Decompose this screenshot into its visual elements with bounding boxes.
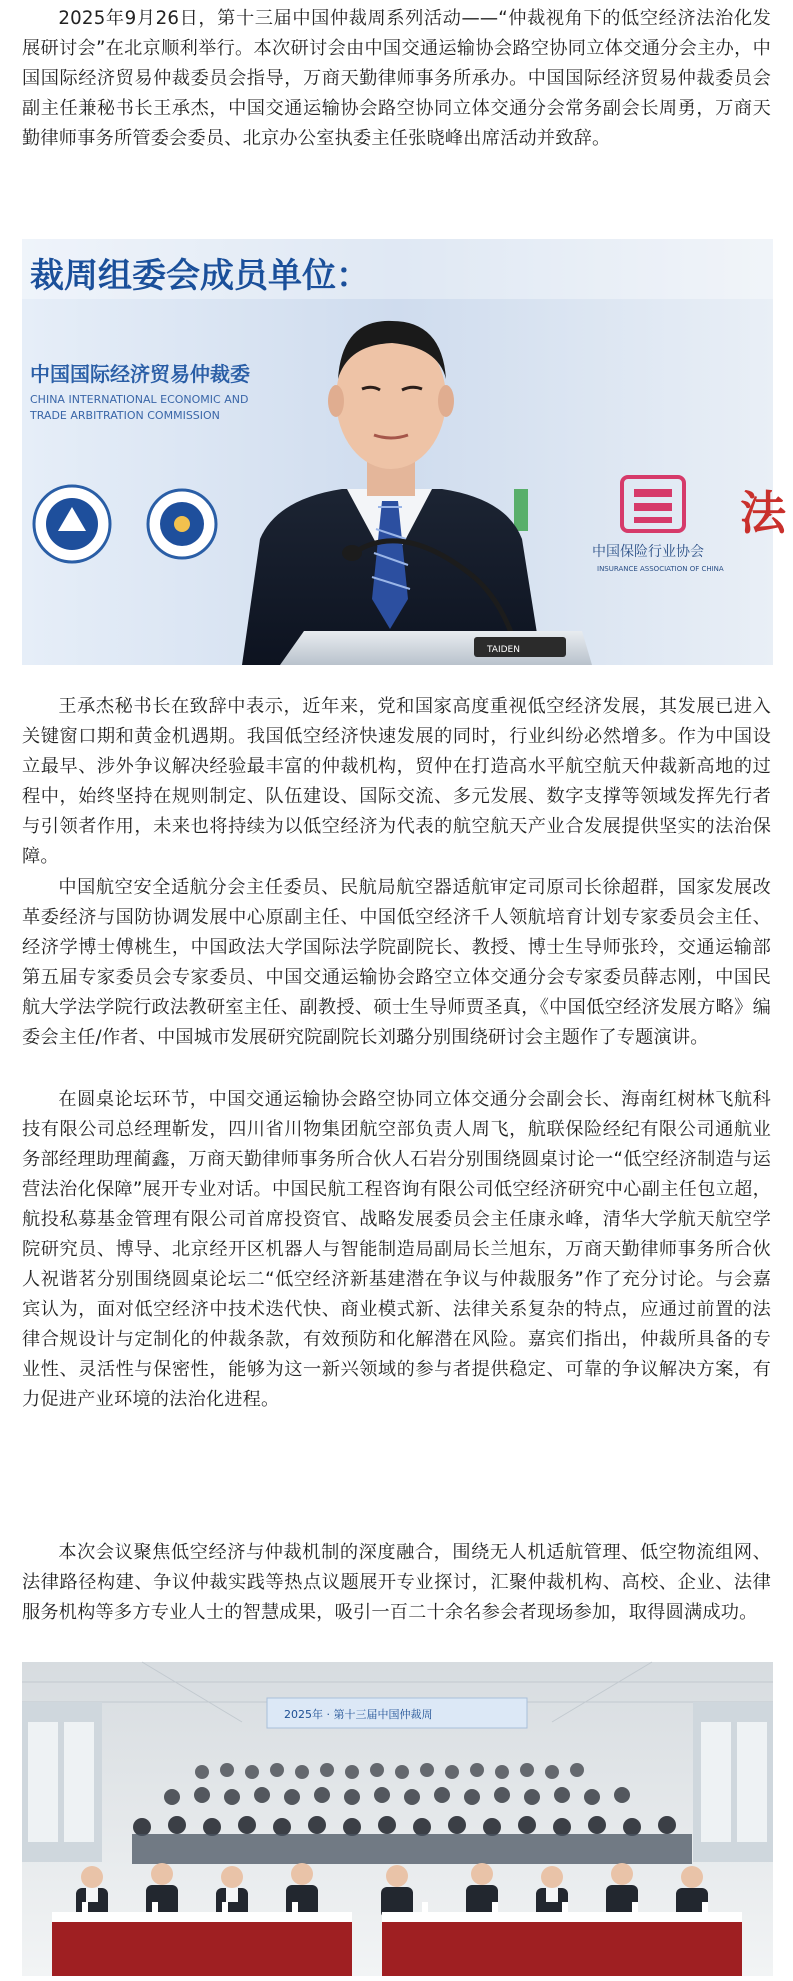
emblem-icon	[148, 490, 216, 558]
front-row	[76, 1863, 708, 1918]
edge-calligraphy: 法	[740, 486, 786, 540]
paragraph-conclusion: 本次会议聚焦低空经济与仲裁机制的深度融合，围绕无人机适航管理、低空物流组网、法律路径构建、争议仲裁实践等热点议题展开专业探讨，汇聚仲裁机构、高校、企业、法律服务机构等多方专业人士的智慧成果，吸引一百二十余名参会者现场参加，取得圆满成功。	[22, 1542, 771, 1623]
org-cietac-cn: 中国国际经济贸易仲裁委	[30, 362, 250, 386]
photo-group	[22, 1662, 773, 1976]
org-iac-cn: 中国保险行业协会	[592, 544, 704, 560]
emblem-icon	[34, 486, 110, 562]
org-cietac-en-2: TRADE ARBITRATION COMMISSION	[30, 409, 220, 422]
paragraph-intro: 2025年9月26日，第十三届中国仲裁周系列活动——“仲裁视角下的低空经济法治化发展研讨会”在北京顺利举行。本次研讨会由中国交通运输协会路空协同立体交通分会主办，中国国际经济贸易仲裁委员会指导，万商天勤律师事务所承办。中国国际经济贸易仲裁委员会副主任兼秘书长王承杰，中国交通运输协会路空协同立体交通分会常务副会长周勇，万商天勤律师事务所管委会委员、北京办公室执委主任张晓峰出席活动并致辞。	[22, 8, 771, 149]
banner-text: 2025年 · 第十三届中国仲裁周	[284, 1708, 433, 1721]
paragraph-roundtable: 在圆桌论坛环节，中国交通运输协会路空协同立体交通分会副会长、海南红树林飞航科技有限公司总经理靳发，四川省川物集团航空部负责人周飞，航联保险经纪有限公司通航业务部经理助理蔺鑫，万商天勤律师事务所合伙人石岩分别围绕圆桌讨论一“低空经济制造与运营法治化保障”展开专业对话。中国民航工程咨询有限公司低空经济研究中心副主任包立超，航投私募基金管理有限公司首席投资官、战略发展委员会主任康永峰，清华大学航天航空学院研究员、博导、北京经开区机器人与智能制造局副局长兰旭东，万商天勤律师事务所合伙人祝谐茗分别围绕圆桌论坛二“低空经济新基建潜在争议与仲裁服务”作了充分讨论。与会嘉宾认为，面对低空经济中技术迭代快、商业模式新、法律关系复杂的特点，应通过前置的法律合规设计与定制化的仲裁条款，有效预防和化解潜在风险。嘉宾们指出，仲裁所具备的专业性、灵活性与保密性，能够为这一新兴领域的参与者提供稳定、可靠的争议解决方案，有力促进产业环境的法治化进程。	[22, 1089, 771, 1410]
podium	[280, 631, 592, 665]
org-iac-en: INSURANCE ASSOCIATION OF CHINA	[597, 565, 724, 573]
org-cietac-en-1: CHINA INTERNATIONAL ECONOMIC AND	[30, 393, 249, 406]
photo-speech	[22, 239, 786, 665]
paragraph-speech: 王承杰秘书长在致辞中表示，近年来，党和国家高度重视低空经济发展，其发展已进入关键窗口期和黄金机遇期。我国低空经济快速发展的同时，行业纠纷必然增多。作为中国设立最早、涉外争议解决经验最丰富的仲裁机构，贸仲在打造高水平航空航天仲裁新高地的过程中，始终坚持在规则制定、队伍建设、国际交流、多元发展、数字支撑等领域发挥先行者与引领者作用，未来也将持续为以低空经济为代表的航空航天产业合发展提供坚实的法治保障。	[22, 696, 771, 867]
backdrop-heading: 裁周组委会成员单位：	[30, 256, 370, 296]
conference-tables	[52, 1902, 742, 1976]
paragraph-keynotes: 中国航空安全适航分会主任委员、民航局航空器适航审定司原司长徐超群，国家发展改革委经济与国防协调发展中心原副主任、中国低空经济千人领航培育计划专家委员会主任、经济学博士傅桃生，中国政法大学国际法学院副院长、教授、博士生导师张玲，交通运输部第五届专家委员会专家委员、中国交通运输协会路空立体交通分会专家委员薛志刚，中国民航大学法学院行政法教研室主任、副教授、硕士生导师贾圣真，《中国低空经济发展方略》编委会主任/作者、中国城市发展研究院副院长刘璐分别围绕研讨会主题作了专题演讲。	[22, 877, 771, 1048]
microphone-brand: TAIDEN	[487, 645, 520, 655]
